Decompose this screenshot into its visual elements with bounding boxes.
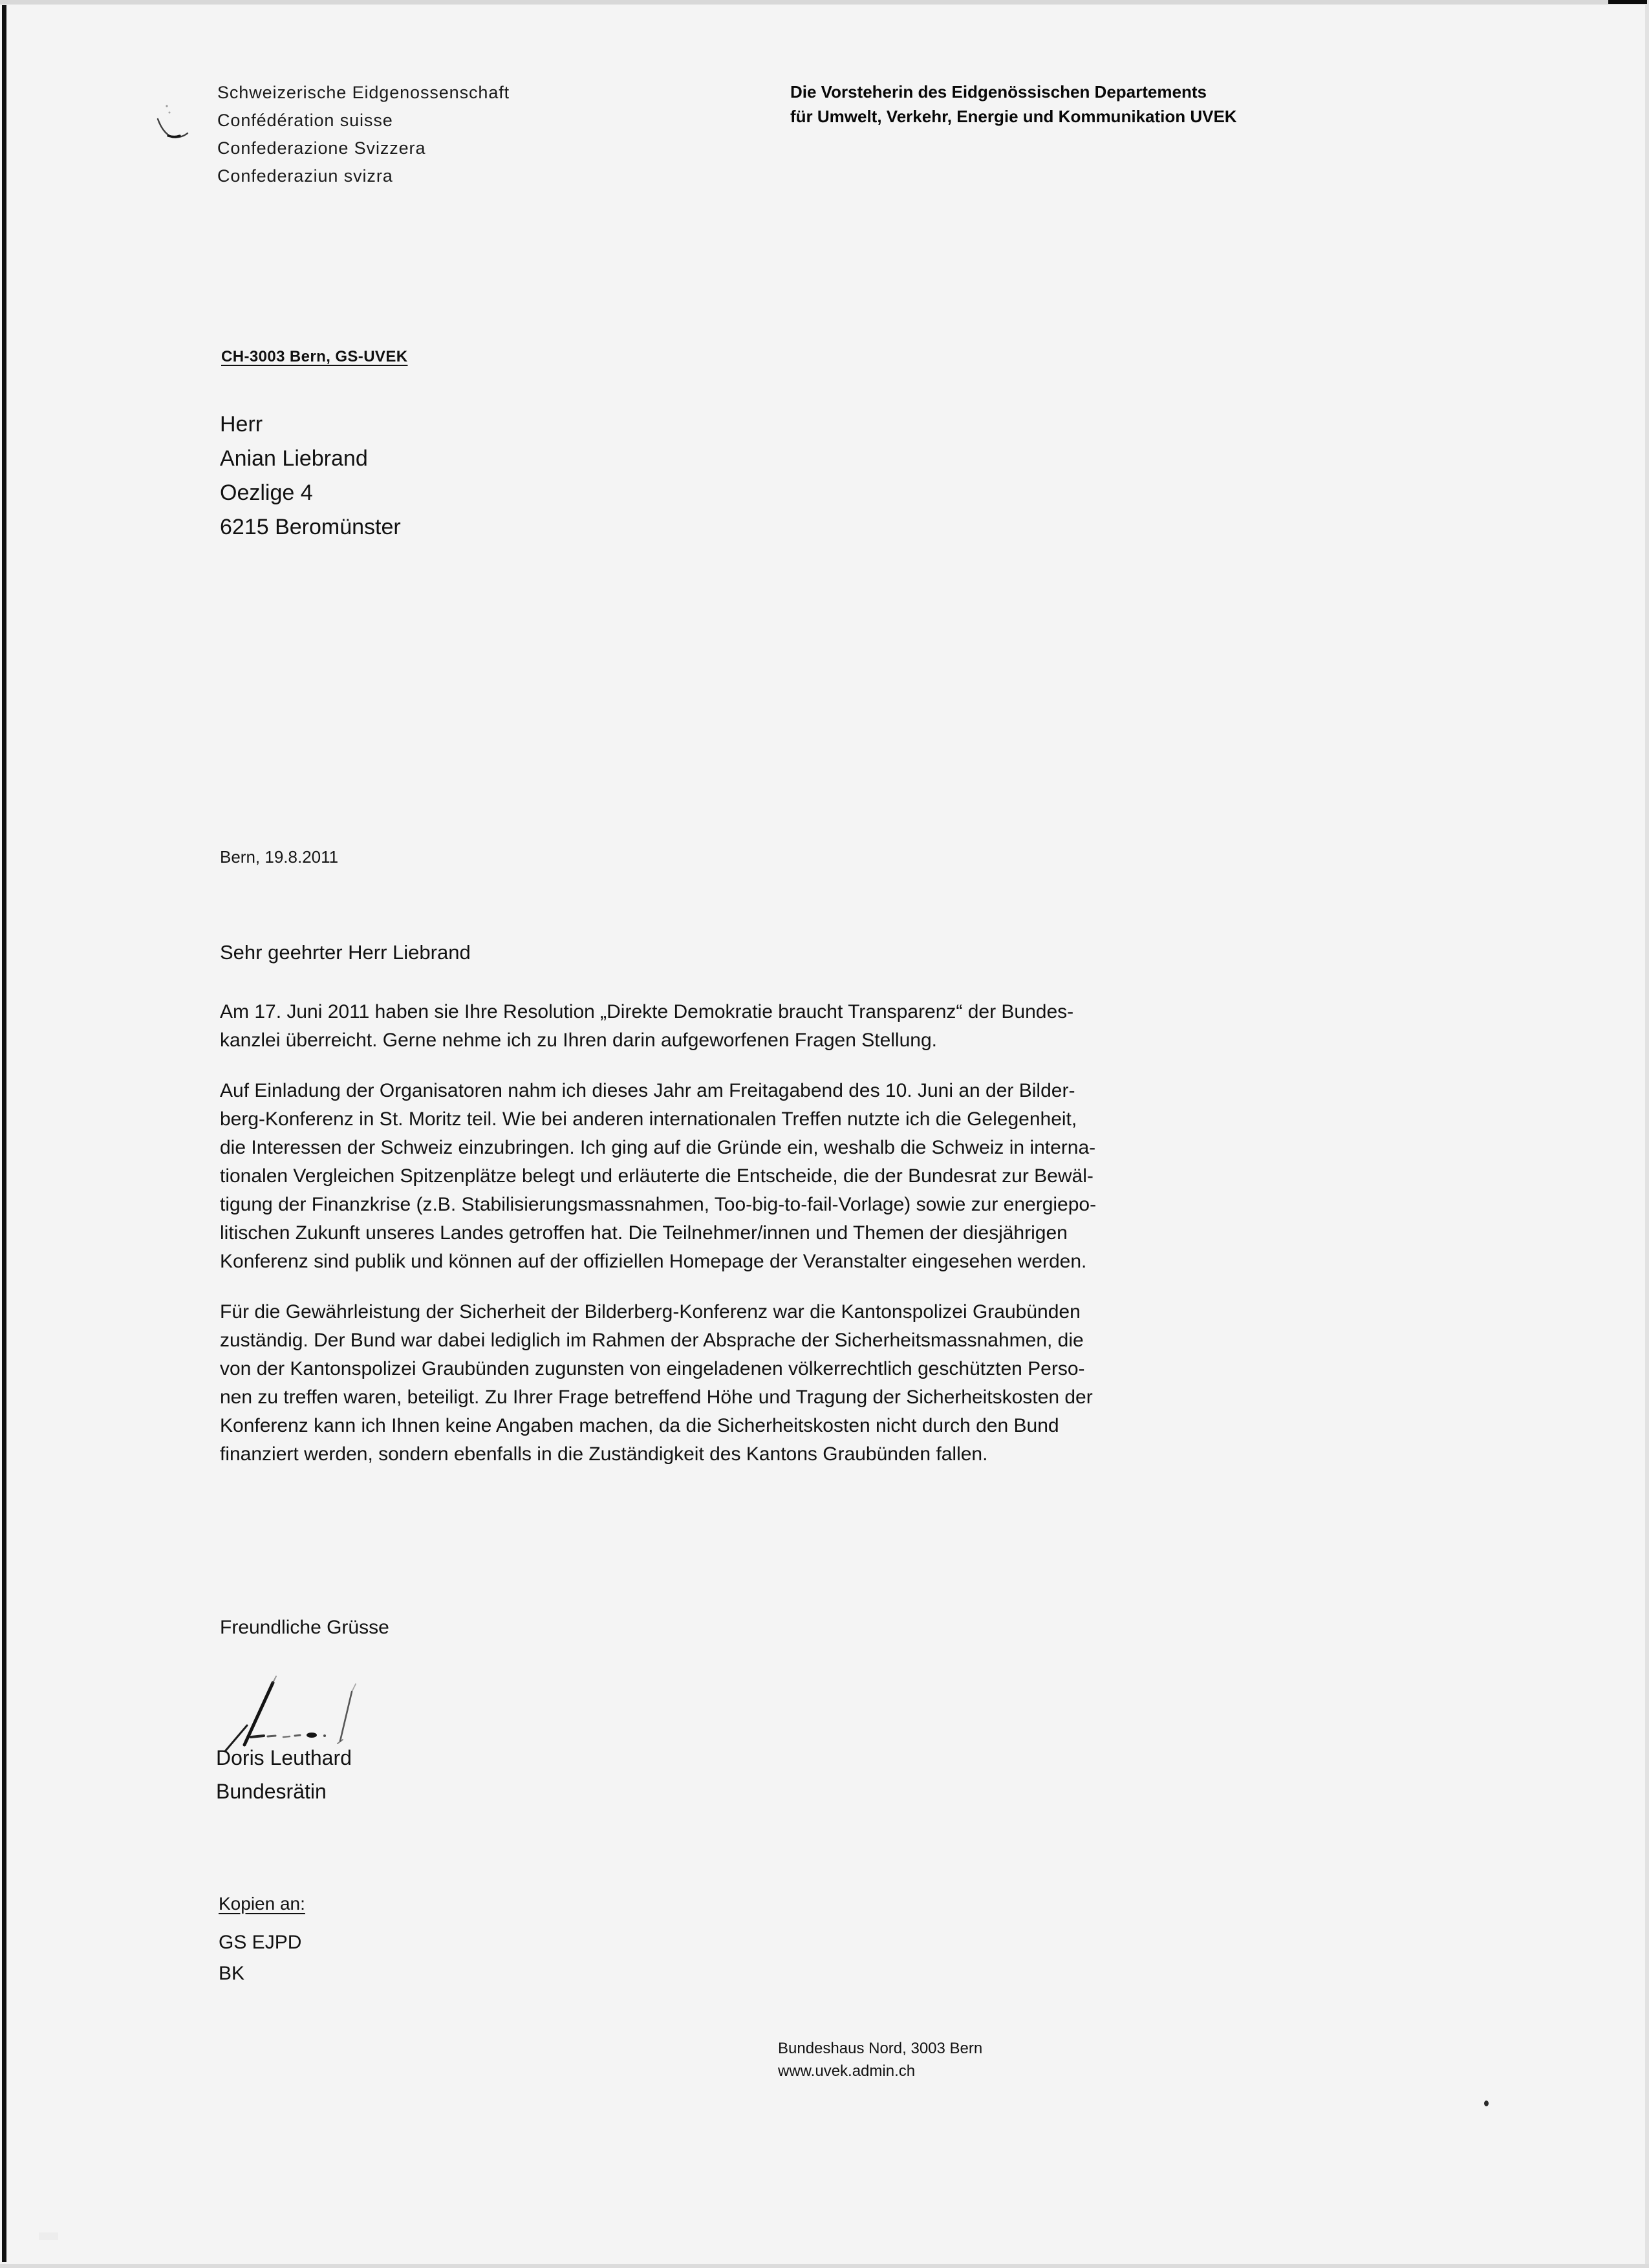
copies-list (219, 1927, 607, 1989)
department-title (790, 80, 1502, 129)
paragraph-line: Konferenz kann ich Ihnen keine Angaben machen, da die Sicherheitskosten nicht durch den Bund (220, 1415, 1059, 1436)
paragraph-line: zuständig. Der Bund war dabei lediglich im Rahmen der Absprache der Sicherheitsmassnahmen, die (220, 1330, 1084, 1351)
signer-block (216, 1741, 669, 1808)
copies-heading: Kopien an: (219, 1894, 305, 1914)
paragraph-line: nen zu treffen waren, beteiligt. Zu Ihrer Frage betreffend Höhe und Tragung der Sicherheitskosten der (220, 1387, 1093, 1408)
recipient-street: Oezlige 4 (220, 481, 313, 505)
recipient-salutation: Herr (220, 412, 263, 437)
paragraph-line: Am 17. Juni 2011 haben sie Ihre Resolution „Direkte Demokratie braucht Transparenz“ der Bundes- (220, 1001, 1074, 1022)
letterhead-line-fr: Confédération suisse (217, 111, 393, 130)
paragraph-line: Konferenz sind publik und können auf der offiziellen Homepage der Veranstalter eingesehen werden. (220, 1251, 1087, 1272)
footer (778, 2037, 1360, 2082)
signer-name: Doris Leuthard (216, 1746, 352, 1769)
paragraph-line: finanziert werden, sondern ebenfalls in die Zuständigkeit des Kantons Graubünden fallen. (220, 1443, 988, 1465)
paragraph-resolution (220, 998, 1487, 1055)
swiss-cross-crest-icon (144, 97, 202, 155)
paragraph-security (220, 1298, 1487, 1469)
closing-greeting: Freundliche Grüsse (220, 1617, 389, 1638)
paragraph-line: kanzlei überreicht. Gerne nehme ich zu Ihren darin aufgeworfenen Fragen Stellung. (220, 1030, 937, 1051)
department-title-line-1: Die Vorsteherin des Eidgenössischen Departements (790, 82, 1207, 102)
paragraph-line: berg-Konferenz in St. Moritz teil. Wie bei anderen internationalen Treffen nutzte ich die Gelegenheit, (220, 1108, 1077, 1130)
salutation: Sehr geehrter Herr Liebrand (220, 941, 471, 964)
scan-edge-right (1645, 0, 1649, 2268)
recipient-address-block (220, 407, 737, 545)
signer-role: Bundesrätin (216, 1780, 327, 1803)
paragraph-line: von der Kantonspolizei Graubünden zugunsten von eingeladenen völkerrechtlich geschützten Perso- (220, 1358, 1085, 1379)
department-title-line-2: für Umwelt, Verkehr, Energie und Kommunikation UVEK (790, 107, 1237, 126)
scan-artifact-top-right (1608, 0, 1647, 4)
handwritten-signature (213, 1669, 427, 1753)
footer-website: www.uvek.admin.ch (778, 2062, 916, 2080)
scan-edge-bottom (0, 2264, 1649, 2268)
scan-edge-top (0, 0, 1649, 5)
letterhead-line-it: Confederazione Svizzera (217, 138, 426, 158)
recipient-city: 6215 Beromünster (220, 515, 401, 539)
paragraph-line: die Interessen der Schweiz einzubringen. Ich ging auf die Gründe ein, weshalb die Schweiz in interna- (220, 1137, 1096, 1158)
paragraph-bilderberg (220, 1077, 1487, 1276)
paragraph-line: tigung der Finanzkrise (z.B. Stabilisierungsmassnahmen, Too-big-to-fail-Vorlage) sowie zur energiepo- (220, 1194, 1097, 1215)
paragraph-line: Für die Gewährleistung der Sicherheit der Bilderberg-Konferenz war die Kantonspolizei Graubünden (220, 1301, 1081, 1323)
letterhead-line-de: Schweizerische Eidgenossenschaft (217, 83, 510, 102)
recipient-name: Anian Liebrand (220, 446, 368, 471)
paragraph-line: litischen Zukunft unseres Landes getroffen hat. Die Teilnehmer/innen und Themen der diesjährigen (220, 1222, 1068, 1244)
scan-speck (39, 2232, 58, 2240)
scan-edge-left (2, 5, 6, 2262)
paragraph-line: Auf Einladung der Organisatoren nahm ich dieses Jahr am Freitagabend des 10. Juni an der Bilder- (220, 1080, 1075, 1101)
paragraph-line: tionalen Vergleichen Spitzenplätze belegt und erläuterte die Entscheide, die der Bundesrat zur Bewäl- (220, 1165, 1094, 1187)
return-address: CH-3003 Bern, GS-UVEK (221, 348, 408, 365)
copies-item: BK (219, 1963, 245, 1984)
letterhead-line-rm: Confederaziun svizra (217, 166, 393, 186)
scan-speck (1484, 2101, 1489, 2106)
footer-address: Bundeshaus Nord, 3003 Bern (778, 2040, 983, 2057)
letter-body (220, 998, 1487, 1491)
date-line: Bern, 19.8.2011 (220, 847, 339, 867)
copies-item: GS EJPD (219, 1932, 302, 1953)
letterhead-confederation (217, 79, 670, 190)
